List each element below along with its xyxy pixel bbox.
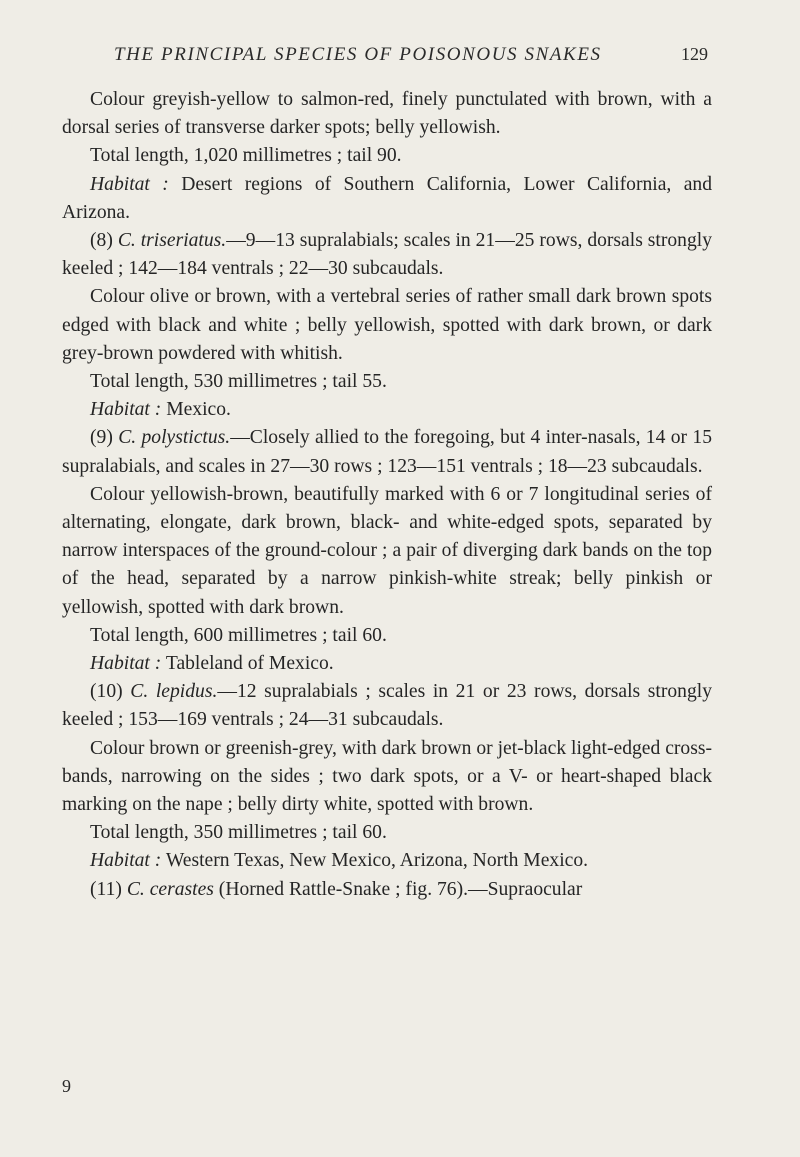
paragraph-species-cerastes	[62, 876, 712, 904]
paragraph-text: Western Texas, New Mexico, Arizona, North Mexico.	[161, 850, 589, 872]
paragraph-text: Total length, 530 millimetres ; tail 55.	[90, 371, 387, 393]
paragraph-text: —12 supralabials ; scales in 21 or 23 rows, dorsals strongly keeled ; 153—169 ventrals ; 24—31 subcaudals.	[62, 681, 712, 731]
body-text	[62, 86, 712, 904]
species-name: C. triseriatus.	[117, 230, 227, 252]
paragraph-text: Total length, 350 millimetres ; tail 60.	[90, 822, 387, 844]
paragraph-text: Desert regions of Southern California, Lower California, and Arizona.	[62, 173, 713, 223]
habitat-label: Habitat :	[90, 399, 162, 421]
paragraph-total-length	[62, 142, 712, 170]
paragraph-habitat	[62, 847, 712, 875]
paragraph-text: Total length, 1,020 millimetres ; tail 90.	[90, 145, 402, 167]
species-name: C. lepidus.	[130, 681, 218, 703]
paragraph-text: Tableland of Mexico.	[161, 653, 334, 675]
paragraph-colour-description	[62, 283, 712, 368]
paragraph-text: —9—13 supralabials; scales in 21—25 rows, dorsals strongly keeled ; 142—184 ventrals ; 22—30 subcaudals.	[62, 230, 713, 280]
paragraph-colour-description	[62, 481, 712, 622]
species-number: (9)	[90, 427, 119, 449]
paragraph-total-length	[62, 819, 712, 847]
habitat-label: Habitat :	[90, 850, 162, 872]
paragraph-text: Colour brown or greenish-grey, with dark brown or jet-black light-edged cross-bands, narrowing on the sides ; two dark spots, or a V- or heart-shaped black marking on the nape ; belly dirty white, spotted with brown.	[62, 737, 712, 816]
species-number: (11)	[90, 878, 127, 900]
paragraph-text: —Closely allied to the foregoing, but 4 inter-nasals, 14 or 15 supralabials, and scales in 27—30 rows ; 123—151 ventrals ; 18—23 subcaudals.	[62, 427, 712, 477]
paragraph-colour-description	[62, 86, 712, 142]
signature-mark: 9	[62, 1076, 71, 1096]
species-name: C. polystictus.	[118, 427, 231, 449]
paragraph-species-lepidus	[62, 678, 712, 734]
paragraph-colour-description	[62, 735, 712, 820]
paragraph-text: Colour yellowish-brown, beautifully marked with 6 or 7 longitudinal series of alternating, elongate, dark brown, black- and white-edged spots, separated by narrow interspaces of the ground-colour ; a pair of diverging dark bands on the top of the head, separated by a narrow pinkish-white streak; belly pinkish or yellowish, spotted with dark brown.	[62, 483, 712, 618]
species-number: (10)	[90, 681, 131, 703]
habitat-label: Habitat :	[90, 173, 169, 195]
paragraph-text: Colour olive or brown, with a vertebral series of rather small dark brown spots edged with black and white ; belly yellowish, spotted with dark brown, or dark grey-brown powdered with whitish.	[62, 286, 712, 364]
paragraph-habitat	[62, 650, 712, 678]
paragraph-habitat	[62, 396, 712, 424]
species-number: (8)	[90, 230, 118, 252]
paragraph-species-triseriatus	[62, 227, 712, 283]
paragraph-text: (Horned Rattle-Snake ; fig. 76).—Supraocular	[213, 878, 583, 900]
paragraph-total-length	[62, 368, 712, 396]
paragraph-text: Total length, 600 millimetres ; tail 60.	[90, 624, 387, 646]
paragraph-habitat	[62, 171, 712, 227]
running-head	[114, 44, 708, 72]
book-page	[62, 0, 712, 1157]
species-name: C. cerastes	[126, 878, 214, 900]
page-number: 129	[681, 44, 708, 64]
paragraph-text: Colour greyish-yellow to salmon-red, finely punctulated with brown, with a dorsal series of transverse darker spots; belly yellowish.	[62, 89, 712, 139]
paragraph-total-length	[62, 622, 712, 650]
paragraph-text: Mexico.	[161, 399, 231, 421]
habitat-label: Habitat :	[90, 653, 162, 675]
paragraph-species-polystictus	[62, 424, 712, 480]
running-title: THE PRINCIPAL SPECIES OF POISONOUS SNAKES	[114, 44, 602, 65]
